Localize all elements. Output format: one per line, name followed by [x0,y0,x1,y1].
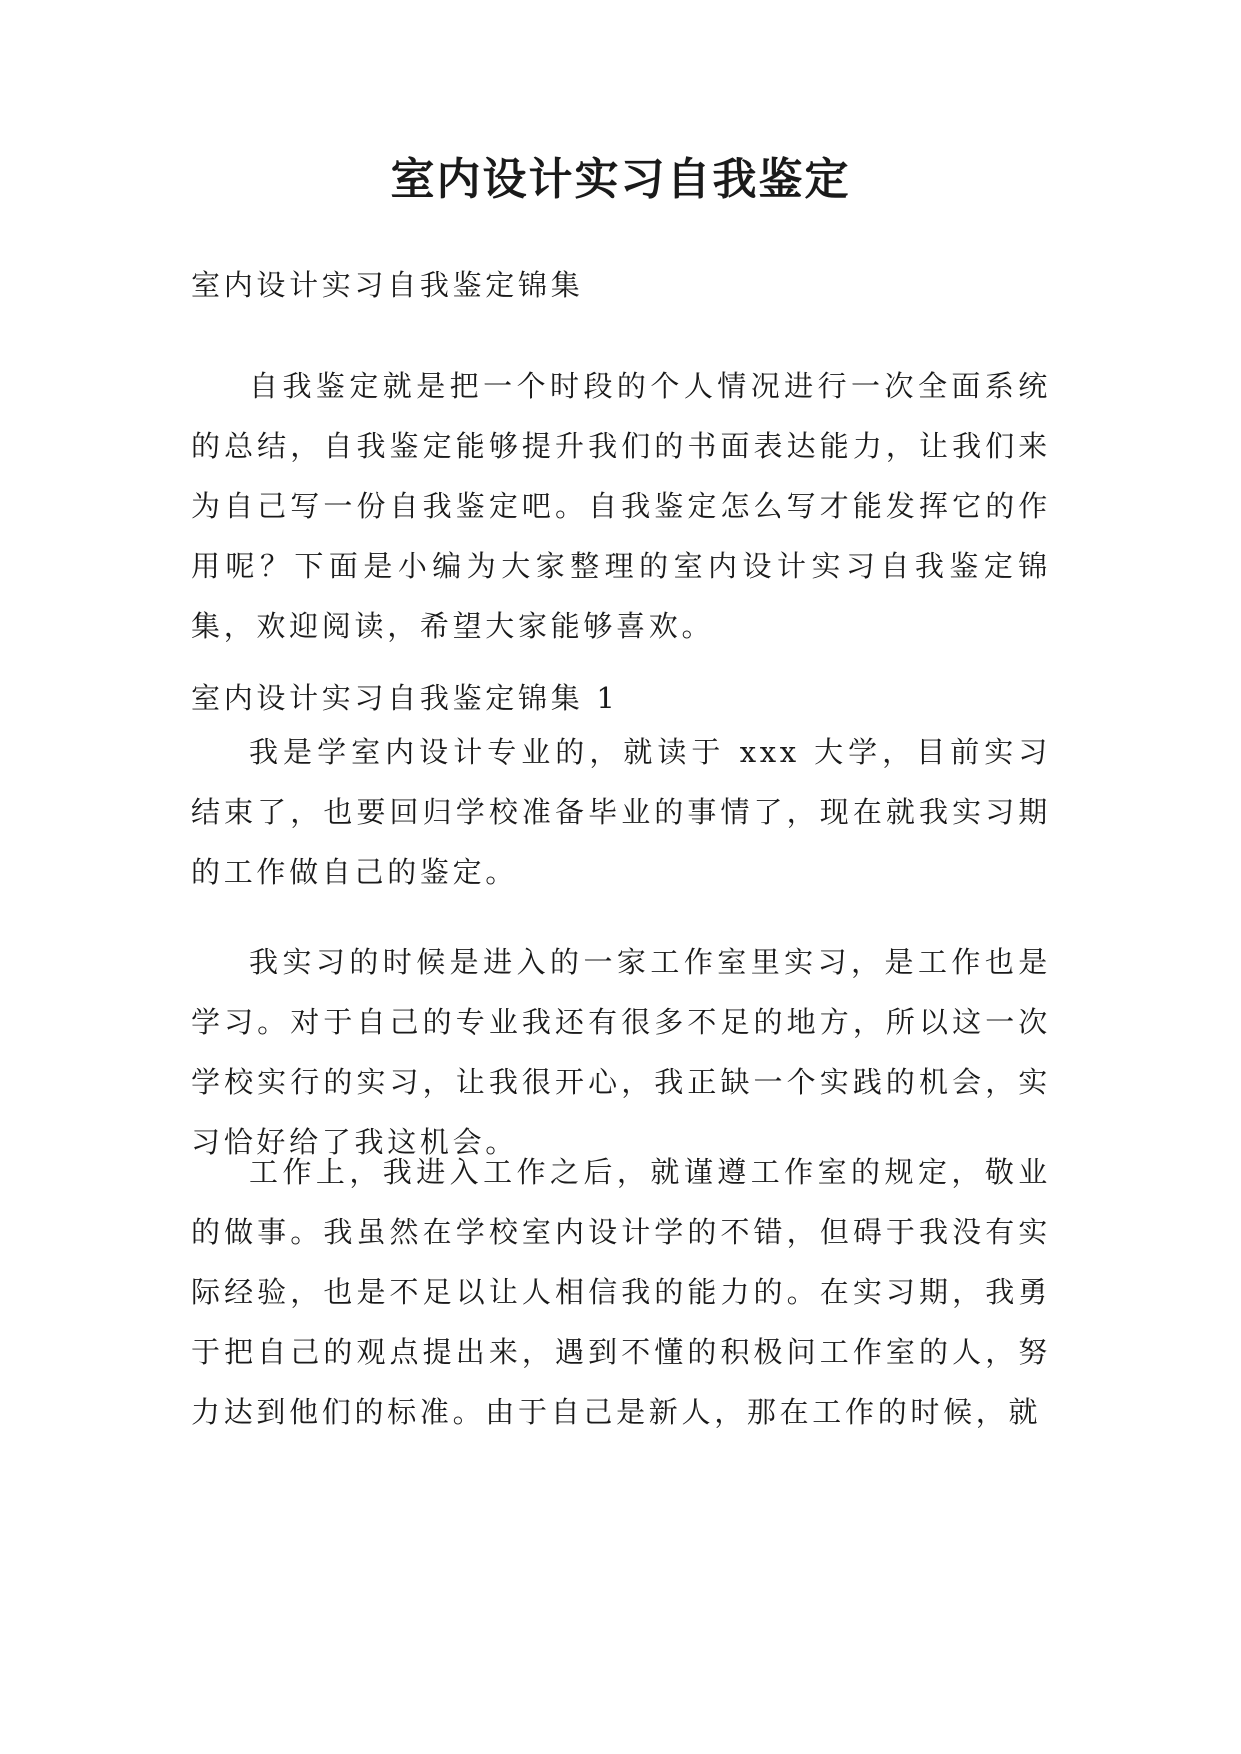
intro-paragraph: 自我鉴定就是把一个时段的个人情况进行一次全面系统的总结，自我鉴定能够提升我们的书面表达能力，让我们来为自己写一份自我鉴定吧。自我鉴定怎么写才能发挥它的作用呢？下面是小编为大家整理的室内设计实习自我鉴定锦集，欢迎阅读，希望大家能够喜欢。 [191,369,1051,643]
document-title: 室内设计实习自我鉴定 [390,154,851,205]
body-paragraph-3: 工作上，我进入工作之后，就谨遵工作室的规定，敬业的做事。我虽然在学校室内设计学的不错，但碍于我没有实际经验，也是不足以让人相信我的能力的。在实习期，我勇于把自己的观点提出来，遇到不懂的积极问工作室的人，努力达到他们的标准。由于自己是新人，那在工作的时候，就 [191,1155,1051,1429]
document-subtitle: 室内设计实习自我鉴定锦集 [191,268,584,302]
section-heading: 室内设计实习自我鉴定锦集 1 [191,681,619,715]
body-paragraph-2: 我实习的时候是进入的一家工作室里实习，是工作也是学习。对于自己的专业我还有很多不足的地方，所以这一次学校实行的实习，让我很开心，我正缺一个实践的机会，实习恰好给了我这机会。 [191,945,1051,1159]
body-paragraph-1: 我是学室内设计专业的，就读于 xxx 大学，目前实习结束了，也要回归学校准备毕业的事情了，现在就我实习期的工作做自己的鉴定。 [191,735,1051,889]
